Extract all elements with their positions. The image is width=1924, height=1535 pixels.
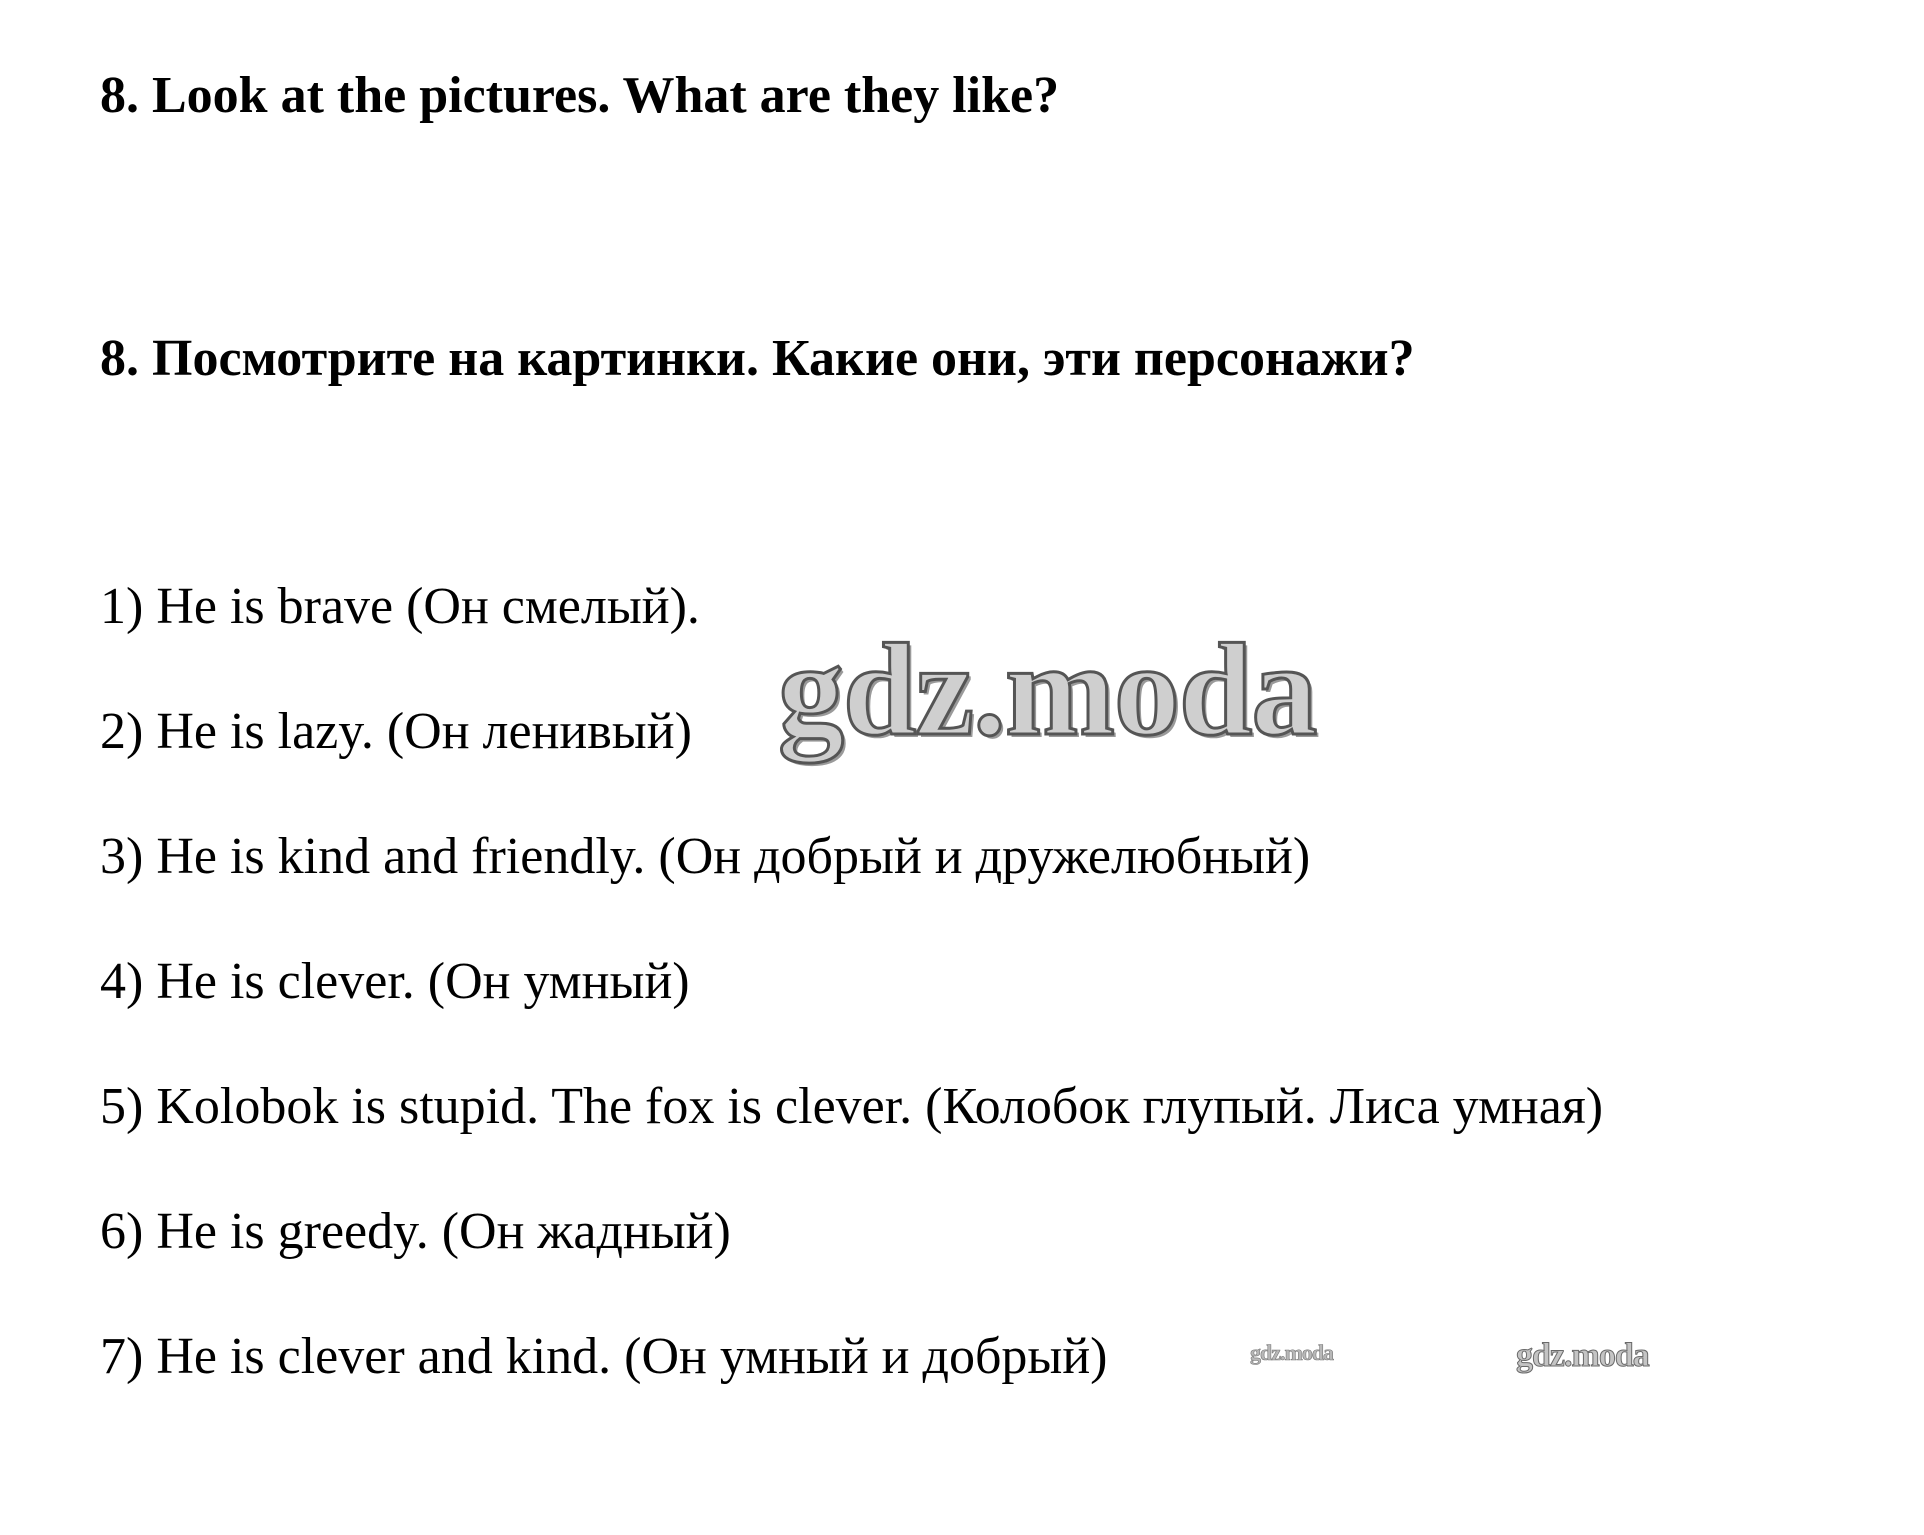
answer-item-5: 5) Kolobok is stupid. The fox is clever. (Колобок глупый. Лиса умная) (100, 1078, 1604, 1135)
answer-item-3: 3) He is kind and friendly. (Он добрый и дружелюбный) (100, 828, 1311, 885)
answer-item-2: 2) He is lazy. (Он ленивый) (100, 703, 692, 760)
exercise-heading-english: 8. Look at the pictures. What are they like? (100, 67, 1060, 124)
exercise-heading-russian: 8. Посмотрите на картинки. Какие они, эти персонажи? (100, 330, 1415, 387)
watermark-logo-small: gdz.moda (1250, 1340, 1334, 1365)
watermark-logo-medium: gdz.moda (1516, 1337, 1649, 1374)
answer-item-6: 6) He is greedy. (Он жадный) (100, 1203, 731, 1260)
answer-item-4: 4) He is clever. (Он умный) (100, 953, 690, 1010)
watermark-logo-large: gdz.moda (778, 616, 1317, 763)
answer-item-7: 7) He is clever and kind. (Он умный и добрый) (100, 1328, 1108, 1385)
answer-item-1: 1) He is brave (Он смелый). (100, 578, 700, 635)
